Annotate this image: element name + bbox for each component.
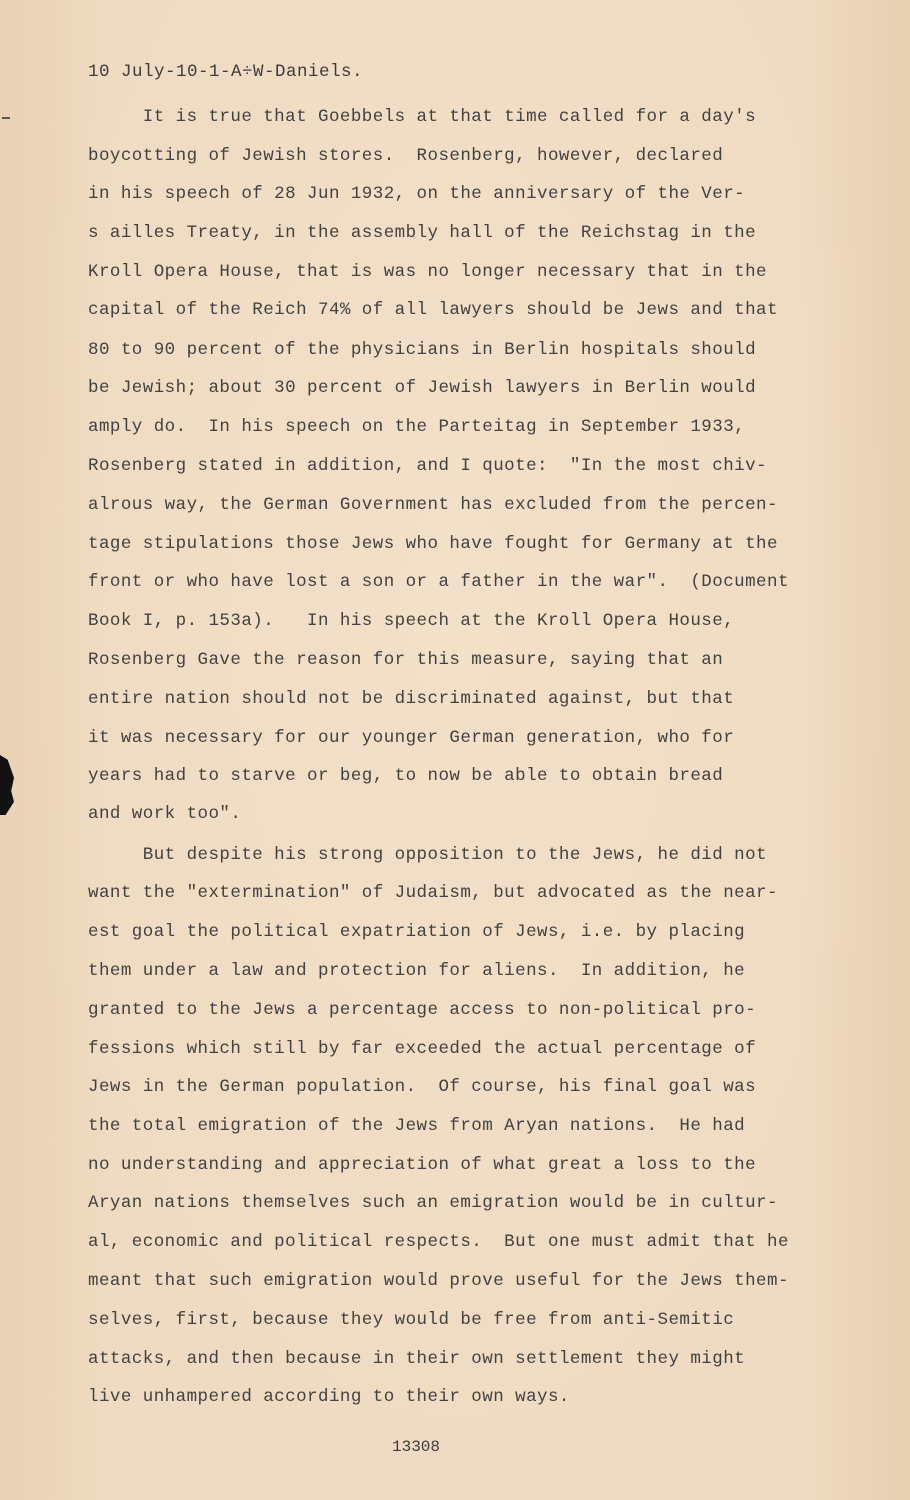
body-line: Book I, p. 153a). In his speech at the Kroll Opera House,: [88, 611, 735, 631]
body-line: entire nation should not be discriminated against, but that: [88, 689, 735, 709]
body-line: attacks, and then because in their own settlement they might: [88, 1349, 746, 1369]
body-line: live unhampered according to their own ways.: [88, 1387, 570, 1407]
body-line: it was necessary for our younger German generation, who for: [88, 728, 735, 748]
body-line: Rosenberg Gave the reason for this measure, saying that an: [88, 650, 724, 670]
body-line: years had to starve or beg, to now be able to obtain bread: [88, 766, 724, 786]
body-line: s ailles Treaty, in the assembly hall of the Reichstag in the: [88, 223, 757, 243]
body-line: meant that such emigration would prove useful for the Jews them-: [88, 1271, 789, 1291]
body-line: capital of the Reich 74% of all lawyers should be Jews and that: [88, 300, 778, 320]
body-line: be Jewish; about 30 percent of Jewish lawyers in Berlin would: [88, 378, 757, 398]
page-number: 13308: [391, 1438, 440, 1456]
body-line: in his speech of 28 Jun 1932, on the anniversary of the Ver-: [88, 184, 746, 204]
document-header: 10 July-10-1-A÷W-Daniels.: [88, 62, 364, 82]
body-line: But despite his strong opposition to the Jews, he did not: [88, 845, 768, 865]
body-line: tage stipulations those Jews who have fought for Germany at the: [88, 534, 778, 554]
body-line: fessions which still by far exceeded the actual percentage of: [88, 1039, 757, 1059]
body-line: want the "extermination" of Judaism, but advocated as the near-: [88, 883, 778, 903]
body-line: amply do. In his speech on the Parteitag in September 1933,: [88, 417, 746, 437]
body-line: It is true that Goebbels at that time called for a day's: [88, 107, 757, 127]
body-line: selves, first, because they would be free from anti-Semitic: [88, 1310, 735, 1330]
body-line: granted to the Jews a percentage access to non-political pro-: [88, 1000, 757, 1020]
body-line: 80 to 90 percent of the physicians in Berlin hospitals should: [88, 340, 757, 360]
body-line: est goal the political expatriation of Jews, i.e. by placing: [88, 922, 746, 942]
body-line: them under a law and protection for aliens. In addition, he: [88, 961, 746, 981]
body-line: Kroll Opera House, that is was no longer necessary that in the: [88, 262, 768, 282]
body-line: the total emigration of the Jews from Aryan nations. He had: [88, 1116, 746, 1136]
body-line: alrous way, the German Government has excluded from the percen-: [88, 495, 778, 515]
body-line: al, economic and political respects. But one must admit that he: [88, 1232, 789, 1252]
body-line: and work too".: [88, 804, 242, 824]
body-line: front or who have lost a son or a father in the war". (Document: [88, 572, 789, 592]
body-line: Aryan nations themselves such an emigration would be in cultur-: [88, 1193, 778, 1213]
body-line: Jews in the German population. Of course, his final goal was: [88, 1077, 757, 1097]
body-line: boycotting of Jewish stores. Rosenberg, however, declared: [88, 146, 724, 166]
body-line: Rosenberg stated in addition, and I quote: "In the most chiv-: [88, 456, 768, 476]
body-line: no understanding and appreciation of what great a loss to the: [88, 1155, 757, 1175]
